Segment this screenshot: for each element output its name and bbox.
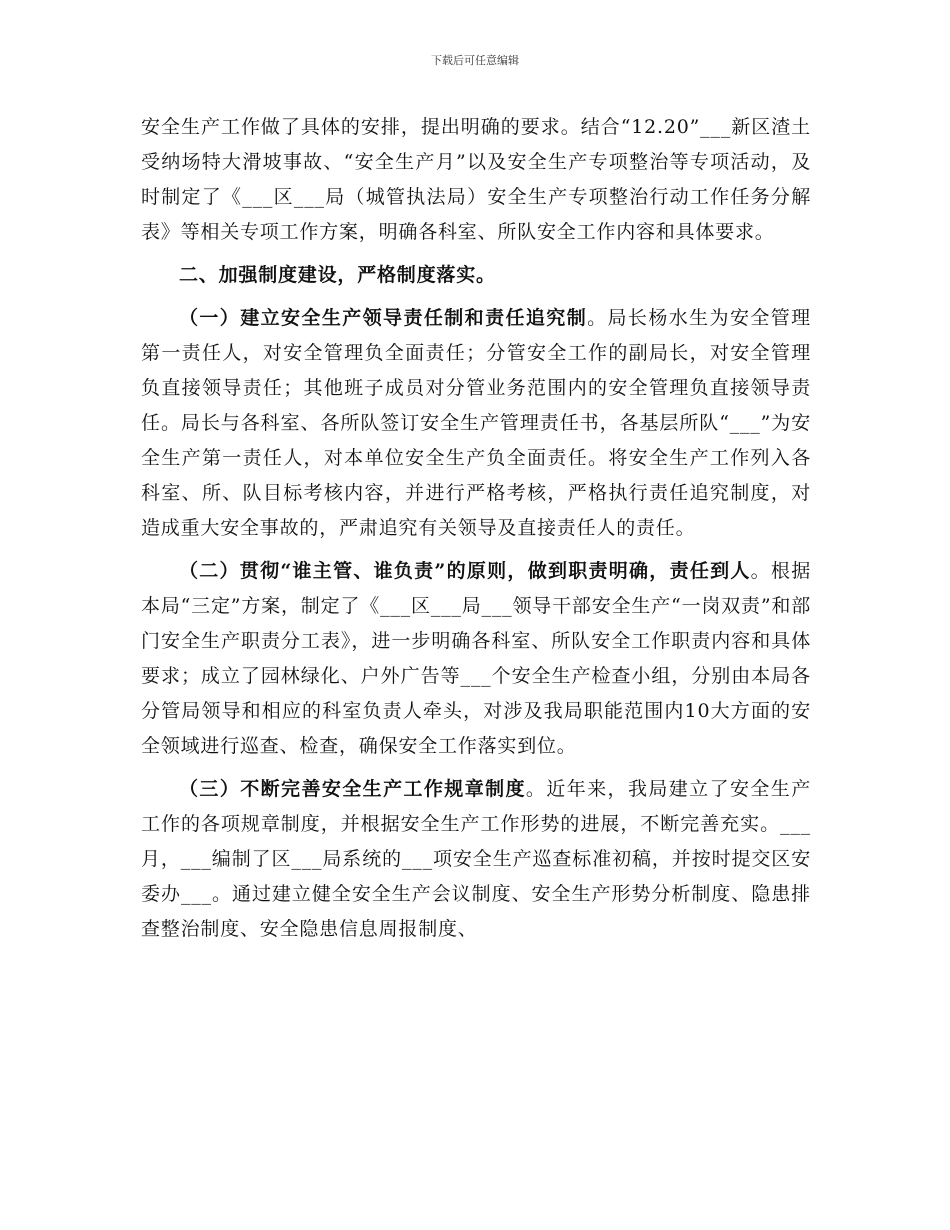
page-header: 下载后可任意编辑 [431, 54, 519, 67]
paragraph-lead: （三）不断完善安全生产工作规章制度 [179, 778, 526, 800]
paragraph-text: 。近年来，我局建立了安全生产工作的各项规章制度，并根据安全生产工作形势的进展，不断完善充实。___月，___编制了区___局系统的___项安全生产巡查标准初稿，并按时提交区安委办___。通过建立健全安全生产会议制度、安全生产形势分析制度、隐患排查整治制度、安全隐患信息周报制度、 [141, 778, 812, 940]
paragraph-text: 。局长杨水生为安全管理第一责任人，对安全管理负全面责任；分管安全工作的副局长，对安全管理负直接领导责任；其他班子成员对分管业务范围内的安全管理负直接领导责任。局长与各科室、各所队签订安全生产管理责任书，各基层所队“___”为安全生产第一责任人，对本单位安全生产负全面责任。将安全生产工作列入各科室、所、队目标考核内容，并进行严格考核，严格执行责任追究制度，对造成重大安全事故的，严肃追究有关领导及直接责任人的责任。 [141, 307, 811, 539]
paragraph-text: 安全生产工作做了具体的安排，提出明确的要求。结合“12.20”___新区渣土受纳场特大滑坡事故、“安全生产月”以及安全生产专项整治等专项活动，及时制定了《___区___局（城管执法局）安全生产专项整治行动工作任务分解表》等相关专项工作方案，明确各科室、所队安全工作内容和具体要求。 [141, 116, 811, 243]
paragraph-rules-improvement [141, 772, 811, 947]
document-body [141, 110, 811, 947]
paragraph-text: 。根据本局“三定”方案，制定了《___区___局___领导干部安全生产“一岗双责”和部门安全生产职责分工表》，进一步明确各科室、所队安全工作职责内容和具体要求；成立了园林绿化、户外广告等___个安全生产检查小组，分别由本局各分管局领导和相应的科室负责人牵头，对涉及我局职能范围内10大方面的安全领域进行巡查、检查，确保安全工作落实到位。 [141, 560, 811, 757]
paragraph-responsibility-system [141, 301, 811, 546]
section-heading-text: 二、加强制度建设，严格制度落实。 [179, 264, 496, 286]
paragraph-lead: （二）贯彻“谁主管、谁负责”的原则，做到职责明确，责任到人 [179, 560, 751, 582]
paragraph-lead: （一）建立安全生产领导责任制和责任追究制 [179, 307, 588, 329]
paragraph-clear-duties [141, 554, 811, 764]
section-heading [141, 258, 811, 293]
paragraph-continuation [141, 110, 811, 250]
